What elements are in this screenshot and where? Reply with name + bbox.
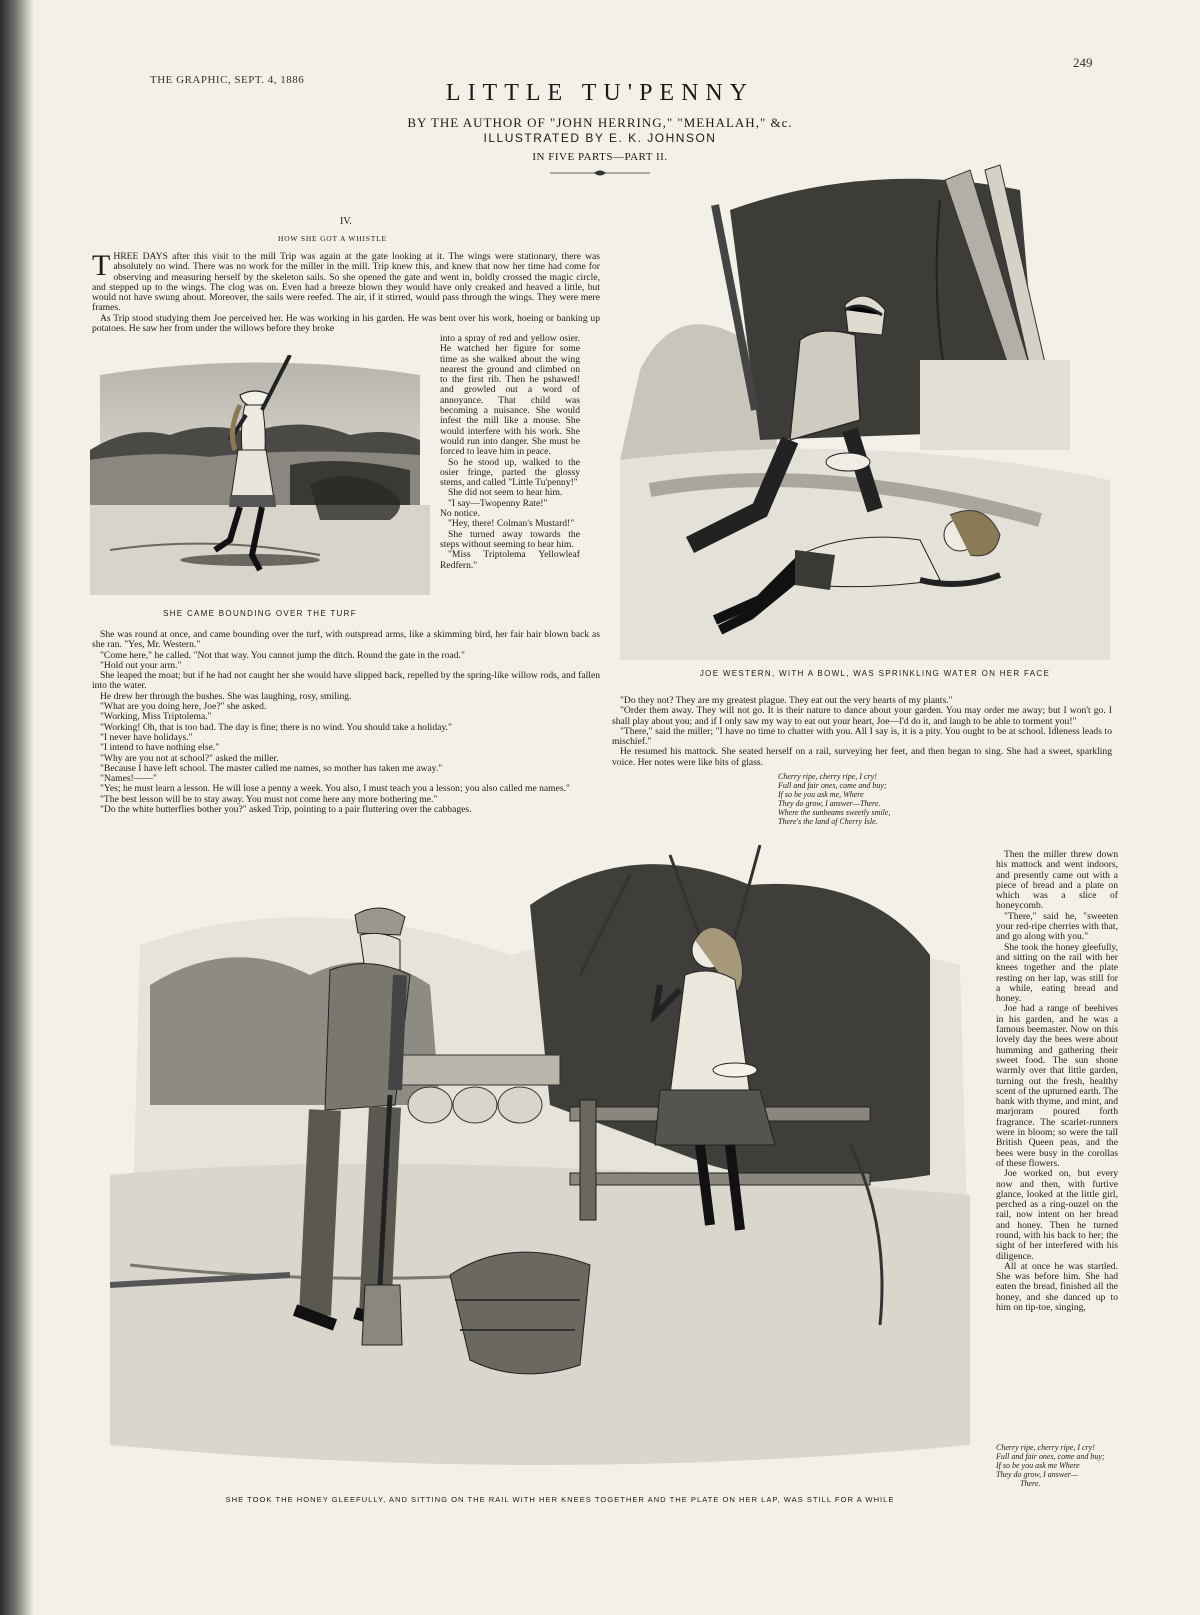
paragraph: "Hold out your arm." — [100, 659, 182, 671]
illustration-caption-joe-with-bowl: JOE WESTERN, WITH A BOWL, WAS SPRINKLING WATER ON HER FACE — [699, 669, 1051, 678]
illustration-garden-rail — [110, 845, 990, 1485]
paragraph: "Do they not? They are my greatest plague. They eat out the very hearts of my plants." — [620, 695, 953, 706]
side-column-text — [440, 334, 580, 571]
paragraph: "Because I have left school. The master called me names, so mother has taken me away." — [100, 762, 443, 774]
closing-verse — [996, 1443, 1118, 1488]
verse-line: Where the sunbeams sweetly smile, — [778, 808, 891, 817]
chapter-opening-text — [92, 249, 600, 335]
paragraph: "Order them away. They will not go. It is their nature to dance about your garden. You may order me away; but I won't go. I shall play about you; and if I only saw my way to eat out your heart, Joe—I'd do it, and laugh to be able to torment you!" — [612, 705, 1112, 727]
dialogue-text — [92, 630, 600, 815]
paragraph: He drew her through the bushes. She was laughing, rosy, smiling. — [100, 690, 352, 702]
paragraph: "Working, Miss Triptolema." — [100, 711, 212, 723]
paragraph: "Names!——" — [100, 773, 157, 785]
paragraph: "Why are you not at school?" asked the miller. — [100, 752, 279, 764]
paragraph: She leaped the moat; but if he had not caught her she would have slipped back, repelled by the spring-like willow rods, and fallen into the water. — [92, 670, 600, 692]
byline: BY THE AUTHOR OF "JOHN HERRING," "MEHALAH," &c. — [407, 115, 793, 130]
paragraph: "I say—Twopenny Rate!" — [448, 497, 548, 509]
paragraph: She did not seem to hear him. — [448, 487, 563, 499]
verse-line: Cherry ripe, cherry ripe, I cry! — [996, 1443, 1095, 1452]
paragraph: She was round at once, and came bounding over the turf, with outspread arms, like a skimming bird, her fair hair blown back as she ran. "Yes, Mr. Western." — [92, 629, 600, 651]
paragraph: No notice. — [440, 508, 480, 520]
song-verse — [778, 772, 1018, 826]
paragraph: "There," said he, "sweeten your red-ripe cherries with that, and go along with you." — [996, 910, 1118, 943]
paragraph: She took the honey gleefully, and sitting on the rail with her knees together and the plate resting on her lap, was still for a while, eating bread and honey. — [996, 941, 1118, 1005]
paragraph: HREE DAYS after this visit to the mill Trip was again at the gate looking at it. The wings were stationary, there was absolutely no wind. There was no work for the miller in the mill. Trip knew this, and knew that now her time had come for observing and measuring herself by the skeleton sails. So she opened the gate and went in, boldly crossed the magic circle, and stepped up to the wings. The clog was on. Even had a breeze blown they would have only creaked and heaved a little, but would not have swung about. Moreover, the sails were reefed. The air, if it stirred, would pass through the wings. They were mere frames. — [92, 251, 600, 314]
verse-line: Full and fair ones, come and buy; — [778, 781, 887, 790]
page-number: 249 — [1073, 55, 1093, 70]
binding-edge-shadow — [0, 0, 34, 1615]
paragraph: "There," said the miller; "I have no time to chatter with you. All I say is, it is a pity. You ought to be at school. Idleness leads to mischief." — [612, 725, 1112, 748]
drop-cap: T — [92, 249, 111, 282]
illustration-joe-with-bowl — [620, 160, 1110, 660]
verse-line: There's the land of Cherry Isle. — [778, 817, 878, 826]
story-title: LITTLE TU'PENNY — [445, 80, 755, 106]
paragraph: All at once he was startled. She was before him. She had eaten the bread, finished all the honey, and she danced up to him on tip-toe, singing, — [996, 1260, 1118, 1314]
column-two-text — [612, 696, 1112, 768]
paragraph: So he stood up, walked to the osier fringe, parted the glossy stems, and called "Little Tu'penny!" — [440, 456, 580, 489]
running-head: THE GRAPHIC, SEPT. 4, 1886 — [150, 74, 305, 86]
paragraph: Joe worked on, but every now and then, with furtive glance, looked at the little girl, perched as a ring-ouzel on the rail, now intent on her bread and honey. Then he turned round, with his back to her; the sight of her interfered with his diligence. — [996, 1168, 1118, 1262]
paragraph: She turned away towards the steps without seeming to hear him. — [440, 528, 580, 550]
illustrator-credit: ILLUSTRATED BY E. K. JOHNSON — [483, 131, 717, 145]
paragraph: "What are you doing here, Joe?" she asked. — [100, 701, 267, 713]
paragraph: "Working! Oh, that is too bad. The day is fine; there is no wind. You should take a holiday." — [100, 721, 452, 733]
paragraph: Joe had a range of beehives in his garden, and he was a famous beemaster. Now on this lovely day the bees were about humming and gathering their sweet food. The sun shone warmly over that little garden, turning out the fresh, healthy scent of the upturned earth. The bank with thyme, and mint, and marjoram poured forth fragrance. The scarlet-runners were in bloom; so were the tall British Queen peas, and the bees were busy in the corollas of these flowers. — [996, 1003, 1118, 1169]
verse-line: There. — [1020, 1479, 1041, 1488]
paragraph: "I never have holidays." — [100, 731, 193, 743]
part-notice: IN FIVE PARTS—PART II. — [532, 151, 668, 163]
paragraph: "Do the white butterflies bother you?" asked Trip, pointing to a pair fluttering over the cabbages. — [100, 804, 472, 816]
paragraph: As Trip stood studying them Joe perceived her. He was working in his garden. He was bent over his work, hoeing or banking up potatoes. He saw her from under the willows before they broke — [92, 312, 600, 335]
paragraph: "Come here," he called. "Not that way. You cannot jump the ditch. Round the gate in the road." — [100, 649, 465, 661]
paragraph: Then the miller threw down his mattock and went indoors, and presently came out with a piece of bread and a plate on which was a slice of honeycomb. — [996, 849, 1118, 912]
paragraph: "Miss Triptolema Yellowleaf Redfern." — [440, 549, 580, 571]
verse-line: They do grow, I answer— — [996, 1470, 1078, 1479]
paragraph: into a spray of red and yellow osier. He watched her figure for some time as she walked about the wing nearest the ground and climbed on to the first rib. Then he pshawed! and growled out a word of annoyance. That child was becoming a nuisance. She would infest the mill like a mouse. She would interfere with his work. She would run into danger. She must be forced to leave him in peace. — [440, 333, 580, 458]
paragraph: "Yes; he must learn a lesson. He will lose a penny a week. You also, I must teach you a lesson; you also called me names." — [100, 783, 570, 795]
paragraph: "I intend to have nothing else." — [100, 742, 220, 754]
paragraph: "Hey, there! Colman's Mustard!" — [448, 518, 575, 530]
verse-line: If so be you ask me Where — [996, 1461, 1080, 1470]
paragraph: He resumed his mattock. She seated herself on a rail, surveying her feet, and then began to sing. She had a sweet, sparkling voice. Her notes were like bits of glass. — [612, 746, 1112, 768]
verse-line: If so be you ask me, Where — [778, 790, 864, 799]
verse-line: Cherry ripe, cherry ripe, I cry! — [778, 772, 877, 781]
chapter-number: IV. — [340, 216, 352, 227]
illustration-girl-bounding — [90, 355, 430, 595]
basket — [450, 1252, 590, 1374]
verse-line: They do grow, I answer—There. — [778, 799, 881, 808]
paragraph: "The best lesson will be to stay away. You must not come here any more bothering me." — [100, 793, 438, 805]
verse-line: Full and fair ones, come and buy; — [996, 1452, 1105, 1461]
chapter-title: HOW SHE GOT A WHISTLE — [278, 234, 387, 243]
illustration-caption-girl-bounding: SHE CAME BOUNDING OVER THE TURF — [163, 609, 357, 618]
illustration-caption-garden-rail: SHE TOOK THE HONEY GLEEFULLY, AND SITTING ON THE RAIL WITH HER KNEES TOGETHER AND THE PLATE ON HER LAP, WAS STILL FOR A WHILE — [225, 1495, 895, 1504]
right-column-text — [996, 850, 1118, 1313]
